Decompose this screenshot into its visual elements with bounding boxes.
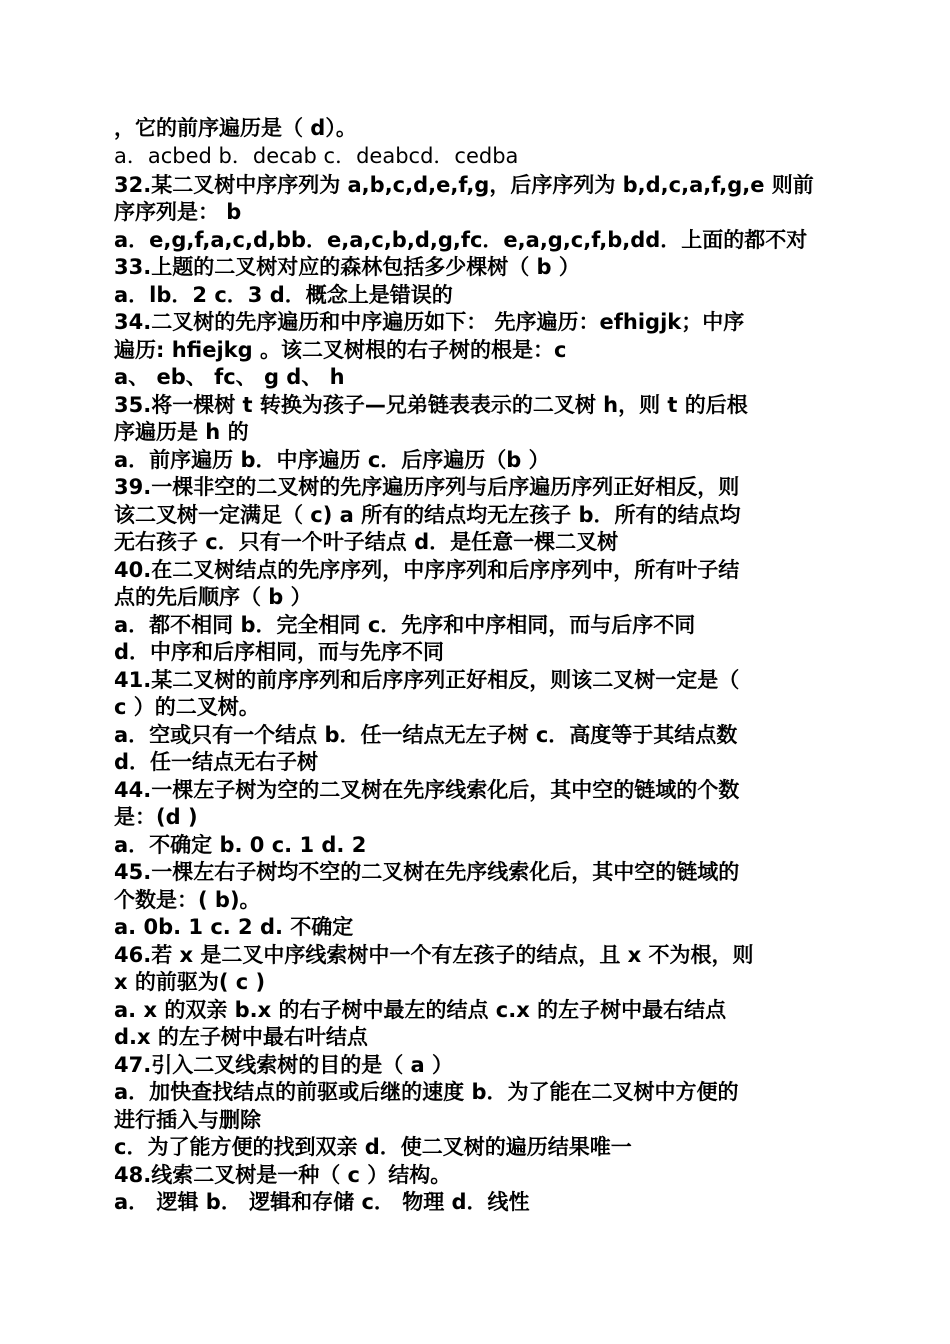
text-line-37: 进行插入与删除 (114, 1108, 261, 1132)
text-line-36: a．加快查找结点的前驱或后继的速度 b．为了能在二叉树中方便的 (114, 1080, 739, 1104)
text-line-26: 是：(d ) (114, 805, 198, 829)
text-line-27: a．不确定 b. 0 c. 1 d. 2 (114, 833, 367, 857)
text-line-30: a. 0b. 1 c. 2 d. 不确定 (114, 915, 354, 939)
text-line-5: a．e,g,f,a,c,d,bb．e,a,c,b,d,g,fc．e,a,g,c,f,b,dd．上面的都不对 (114, 228, 808, 252)
text-line-34: d.x 的左子树中最右叶结点 (114, 1025, 368, 1049)
text-line-14: 39.一棵非空的二叉树的先序遍历序列与后序遍历序列正好相反，则 (114, 475, 740, 499)
text-line-18: 点的先后顺序（ b ） (114, 585, 312, 609)
text-line-15: 该二叉树一定满足（ c) a 所有的结点均无左孩子 b．所有的结点均 (114, 503, 741, 527)
text-line-3: 32.某二叉树中序序列为 a,b,c,d,e,f,g，后序序列为 b,d,c,a,f,g,e 则前 (114, 173, 814, 197)
text-line-1: ，它的前序遍历是（ d）。 (114, 116, 357, 140)
text-line-40: a． 逻辑 b． 逻辑和存储 c． 物理 d．线性 (114, 1190, 530, 1214)
text-line-29: 个数是：( b)。 (114, 888, 261, 912)
text-line-17: 40.在二叉树结点的先序序列，中序序列和后序序列中，所有叶子结 (114, 558, 740, 582)
text-line-7: a．lb．2 c．3 d．概念上是错误的 (114, 283, 453, 307)
text-line-4: 序序列是： b (114, 200, 242, 224)
text-line-31: 46.若 x 是二叉中序线索树中一个有左孩子的结点，且 x 不为根，则 (114, 943, 754, 967)
text-line-19: a．都不相同 b．完全相同 c．先序和中序相同，而与后序不同 (114, 613, 696, 637)
text-line-32: x 的前驱为( c ) (114, 970, 266, 994)
text-line-25: 44.一棵左子树为空的二叉树在先序线索化后，其中空的链域的个数 (114, 778, 740, 802)
text-line-11: 35.将一棵树 t 转换为孩子—兄弟链表表示的二叉树 h，则 t 的后根 (114, 393, 748, 417)
text-line-38: c．为了能方便的找到双亲 d．使二叉树的遍历结果唯一 (114, 1135, 632, 1159)
text-line-23: a．空或只有一个结点 b．任一结点无左子树 c．高度等于其结点数 (114, 723, 738, 747)
text-line-12: 序遍历是 h 的 (114, 420, 249, 444)
text-line-28: 45.一棵左右子树均不空的二叉树在先序线索化后，其中空的链域的 (114, 860, 740, 884)
text-line-2: a．acbed b．decab c．deabcd．cedba (114, 144, 519, 168)
text-line-6: 33.上题的二叉树对应的森林包括多少棵树（ b ） (114, 255, 580, 279)
text-line-13: a．前序遍历 b．中序遍历 c．后序遍历（b ） (114, 448, 550, 472)
text-line-39: 48.线索二叉树是一种（ c ）结构。 (114, 1163, 452, 1187)
text-line-22: c ）的二叉树。 (114, 695, 260, 719)
text-line-35: 47.引入二叉线索树的目的是（ a ） (114, 1053, 453, 1077)
text-line-8: 34.二叉树的先序遍历和中序遍历如下： 先序遍历：efhigjk；中序 (114, 310, 745, 334)
text-line-33: a. x 的双亲 b.x 的右子树中最左的结点 c.x 的左子树中最右结点 (114, 998, 727, 1022)
text-line-24: d．任一结点无右子树 (114, 750, 319, 774)
text-line-21: 41.某二叉树的前序序列和后序序列正好相反，则该二叉树一定是（ (114, 668, 740, 692)
text-line-9: 遍历: hfiejkg 。该二叉树根的右子树的根是：c (114, 338, 567, 362)
text-line-10: a、 eb、 fc、 g d、 h (114, 365, 345, 389)
text-line-20: d．中序和后序相同，而与先序不同 (114, 640, 445, 664)
text-line-16: 无右孩子 c．只有一个叶子结点 d．是任意一棵二叉树 (114, 530, 619, 554)
